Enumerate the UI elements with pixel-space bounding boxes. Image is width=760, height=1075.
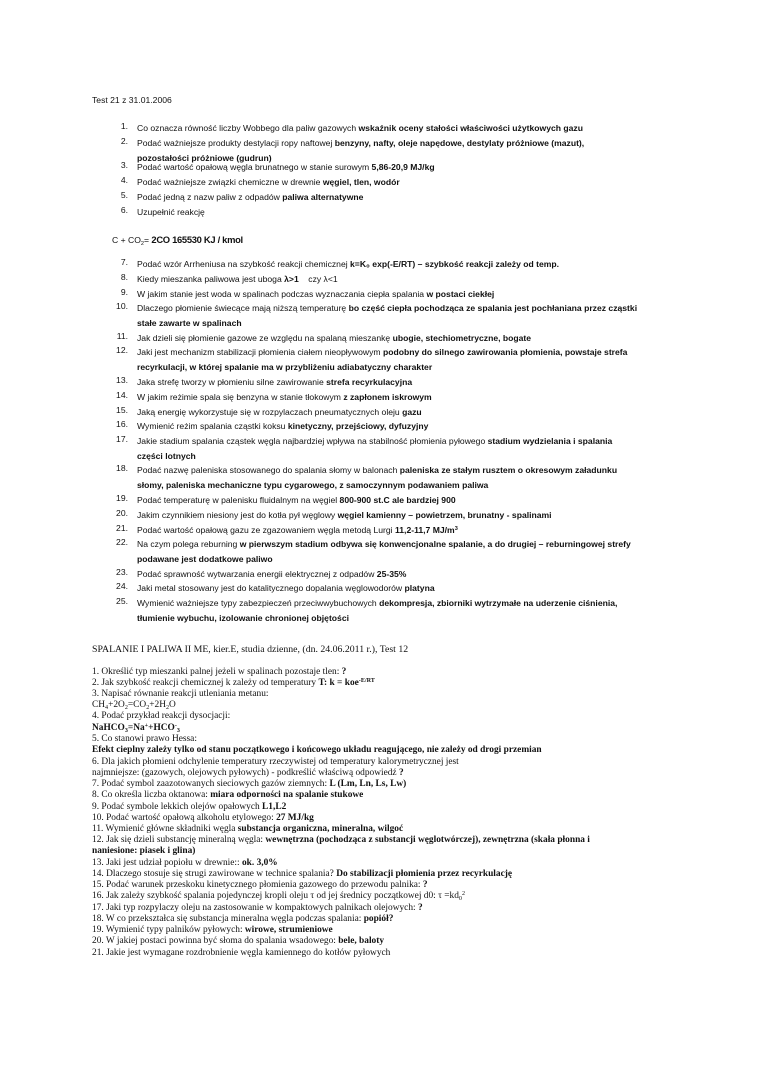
answer-text: popiół? [363,914,394,924]
answer-superscript: 3 [454,526,458,532]
question-number: 10. [116,301,128,311]
test2-line-14 [92,869,672,880]
answer-text: węgiel kamienny – powietrzem, brunatny - spalinami [337,510,552,520]
test2-line-18 [92,914,672,925]
test2-line-2 [92,678,672,689]
question-body [137,345,668,375]
question-body [137,287,668,302]
answer-text: wskaźnik oceny stałości właściwości użytkowych gazu [358,123,583,133]
question-text: Jaki jest mechanizm stabilizacji płomienia ciałem nieopływowym [137,347,383,357]
answer-text: ? [398,768,404,778]
test2-line-6b [92,768,672,779]
formula-part: O [169,700,176,710]
test2-line-10 [92,813,672,824]
answer-text: podobny do silnego zawirowania płomienia, powstaje strefa [382,347,628,357]
answer-text: L1,L2 [262,802,287,812]
formula-subscript: 3 [176,728,180,734]
formula-part: NaHCO [92,723,125,733]
formula-superscript: - [174,723,177,729]
question-number: 13. [116,375,128,385]
formula-part: CH [92,700,106,710]
test2-line-11 [92,824,672,835]
question-body [137,375,668,390]
question-text: 15. Podać warunek przeskoku kinetycznego płomienia gazowego do przewodu palnika: [92,880,423,890]
question-number: 14. [116,390,128,400]
test2-line-5: 5. Co stanowi prawo Hessa: [92,734,197,744]
answer-text: z zapłonem iskrowym [343,392,432,402]
question-number: 16. [116,419,128,429]
question-text: 18. W co przekształca się substancja mineralna węgla podczas spalania: [92,914,364,924]
answer-text: kinetyczny, przejściowy, dyfuzyjny [287,421,429,431]
test2-line-15 [92,880,672,891]
question-body [137,508,668,523]
test1-title: Test 21 z 31.01.2006 [92,95,172,105]
question-text: 14. Dlaczego stosuje się strugi zawirowane w technice spalania? [92,869,337,879]
answer-text: Efekt cieplny zależy tylko od stanu początkowego i końcowego układu reagującego, nie zależy od drogi przemian [92,745,542,755]
answer-text: gazu [402,407,422,417]
question-text: Podać wzór Arrheniusa na szybkość reakcji chemicznej [137,259,351,269]
question-text: 9. Podać symbole lekkich olejów opałowych [92,802,263,812]
formula-subscript: 2 [124,705,128,711]
answer-text-continued: stałe zawarte w spalinach [137,317,242,328]
formula-subscript: 2 [165,705,170,711]
question-number: 24. [116,581,128,591]
question-text: 19. Wymienić typy palników pyłowych: [92,925,245,935]
answer-text: 5,86-20,9 MJ/kg [371,162,435,172]
question-text: 11. Wymienić główne składniki węgla [92,824,238,834]
question-text: Jakie stadium spalania cząstek węgla najbardziej wpływa na stabilność płomienia pyłowego [137,436,488,446]
question-number: 12. [116,345,128,355]
answer-text: dekompresja, zbiorniki wytrzymałe na uderzenie ciśnienia, [379,598,618,608]
answer-text: ? [417,903,423,913]
question-text: Jak dzieli się płomienie gazowe ze względu na spalaną mieszankę [137,333,393,343]
answer-text: L (Lm, Ln, Ls, Lw) [329,779,407,789]
answer-text: 800-900 st.C ale bardziej 900 [339,495,456,505]
test2-line-dissociation [92,723,672,734]
answer-text: strefa recyrkulacyjna [326,377,413,387]
question-number: 4. [120,175,128,185]
question-number: 19. [116,493,128,503]
question-text: Podać nazwę paleniska stosowanego do spalania słomy w balonach [137,465,400,475]
test2-line-methane [92,700,672,711]
formula-part: +2O [108,700,125,710]
test2-line-16 [92,891,672,902]
question-number: 21. [116,523,128,533]
test2-line-21: 21. Jakie jest wymagane rozdrobnienie węgla kamiennego do kotłów pyłowych [92,948,391,958]
question-text: Jaką energię wykorzystuje się w rozpylaczach pneumatycznych oleju [137,407,403,417]
formula-superscript: + [144,723,149,729]
question-text: 10. Podać wartość opałową alkoholu etylowego: [92,813,277,823]
equation-rhs: 2CO 165530 KJ / kmol [151,234,243,245]
question-body [137,493,668,508]
question-number: 11. [116,331,128,341]
test2-line-9 [92,802,672,813]
answer-text: bo część ciepła pochodząca ze spalania jest pochłaniana przez cząstki [348,303,638,313]
test2-line-12b [92,846,672,857]
question-number: 23. [116,567,128,577]
question-body [137,257,668,272]
question-text: 7. Podać symbol zaazotowanych sieciowych gazów ziemnych: [92,779,330,789]
question-text: Jaki metal stosowany jest do katalitycznego dopalania węglowodorów [137,583,405,593]
question-body [137,567,668,582]
question-number: 5. [120,190,128,200]
question-text: Wymienić reżim spalania cząstki koksu [137,421,288,431]
question-text: Co oznacza równość liczby Wobbego dla paliw gazowych [137,123,359,133]
question-text: 12. Jak się dzieli substancję mineralną węgla: [92,835,266,845]
answer-text-continued: podawane jest dodatkowe paliwo [137,553,273,564]
answer-text: stadium wydzielania i spalania [487,436,613,446]
answer-text-continued: słomy, paleniska mechaniczne typu cygarowego, z samoczynnym podawaniem paliwa [137,479,489,490]
test2-line-13 [92,858,672,869]
test2-line-12 [92,835,672,846]
test2-line-1 [92,667,672,678]
question-body [137,160,668,175]
question-body [137,301,668,331]
question-text: Jaka strefę tworzy w płomieniu silne zawirowanie [137,377,327,387]
question-number: 7. [120,257,128,267]
formula-subscript: 2 [146,705,150,711]
test2-line-3: 3. Napisać równanie reakcji utleniania metanu: [92,689,269,699]
question-number: 6. [120,205,128,215]
test2-line-19 [92,925,672,936]
answer-text: ? [341,667,347,677]
answer-text: 11,2-11,7 MJ/m [394,525,455,535]
question-number: 20. [116,508,128,518]
formula-part: =Na [127,723,145,733]
test2-line-7 [92,779,672,790]
question-body [137,272,668,287]
question-body [137,175,668,190]
answer-text: benzyny, nafty, oleje napędowe, destylaty próżniowe (mazut), [334,138,585,148]
question-text: Kiedy mieszanka paliwowa jest uboga [137,274,285,284]
formula-subscript: 0 [458,896,462,902]
answer-text: paleniska ze stałym rusztem o okresowym załadunku [399,465,618,475]
question-text: 17. Jaki typ rozpylaczy oleju na zastosowanie w kompaktowych palnikach olejowych: [92,903,418,913]
question-text: Podać temperaturę w palenisku fluidalnym na węgiel [137,495,340,505]
question-number: 17. [116,434,128,444]
question-body [137,523,668,538]
reaction-equation [112,234,243,245]
test2-title: SPALANIE I PALIWA II ME, kier.E, studia dzienne, (dn. 24.06.2011 r.), Test 12 [92,644,409,655]
answer-text-continued: recyrkulacji, w której spalanie ma w przybliżeniu adiabatyczny charakter [137,361,433,372]
question-body [137,581,668,596]
question-number: 9. [120,287,128,297]
question-body [137,463,668,493]
question-number: 18. [116,463,128,473]
question-body [137,331,668,346]
question-text: 20. W jakiej postaci powinna być słoma do spalania wsadowego: [92,936,339,946]
question-body [137,190,668,205]
question-text: Podać jedną z nazw paliw z odpadów [137,192,283,202]
formula-part: =CO [127,700,147,710]
formula-superscript: 2 [461,891,465,897]
question-number: 25. [116,596,128,606]
question-text: Podać wartość opałową węgla brunatnego w stanie surowym [137,162,372,172]
answer-text: platyna [404,583,435,593]
question-text: Podać ważniejsze związki chemiczne w drewnie [137,177,323,187]
formula-subscript: 4 [105,705,109,711]
question-text: Wymienić ważniejsze typy zabezpieczeń przeciwwybuchowych [137,598,380,608]
question-text: 8. Co określa liczba oktanowa: [92,790,211,800]
question-number: 22. [116,537,128,547]
question-body [137,205,668,220]
answer-text-continued: pozostałości próżniowe (gudrun) [137,152,272,163]
answer-text: 25-35% [376,569,407,579]
equation-lhs: C + CO [112,235,141,245]
question-text: Na czym polega reburning [137,539,240,549]
question-body [137,419,668,434]
answer-text-continued: tłumienie wybuchu, izolowanie chronionej objętości [137,612,350,623]
formula-subscript: 3 [124,728,128,734]
question-body [137,537,668,567]
answer-text: w postaci ciekłej [426,289,495,299]
question-text: W jakim stanie jest woda w spalinach podczas wyznaczania ciepła spalania [137,289,427,299]
answer-text: Do stabilizacji płomienia przez recyrkulację [336,869,513,879]
answer-text: wirowe, strumieniowe [244,925,333,935]
test2-line-hess-answer [92,745,672,756]
answer-text: miara odporności na spalanie stukowe [210,790,364,800]
question-text: W jakim reżimie spala się benzyna w stanie tłokowym [137,392,344,402]
question-text: Jakim czynnikiem niesiony jest do kotła pył węglowy [137,510,338,520]
answer-text: λ>1 [284,274,299,284]
question-body [137,121,668,136]
question-number: 15. [116,405,128,415]
answer-text: k=K₀ exp(-E/RT) – szybkość reakcji zależy od temp. [350,259,560,269]
test2-line-20 [92,936,672,947]
test2-line-17 [92,903,672,914]
question-text: Podać sprawność wytwarzania energii elektrycznej z odpadów [137,569,377,579]
question-number: 3. [120,160,128,170]
equation-eq: = [144,235,152,245]
formula-part: +HCO [148,723,175,733]
answer-text: węgiel, tlen, wodór [322,177,400,187]
answer-text: T: k = koe [318,678,359,688]
answer-text: ok. 3,0% [241,858,278,868]
question-text: 16. Jak zależy szybkość spalania pojedynczej kropli oleju τ od jej średnicy początkowej d0: τ =kd [92,891,459,901]
question-number: 2. [120,136,128,146]
question-text: Uzupełnić reakcję [137,207,205,217]
question-number: 8. [120,272,128,282]
equation-lhs-subscript: 2 [140,241,144,247]
answer-text-continued: części lotnych [137,450,196,461]
answer-text: wewnętrzna (pochodząca z substancji węglotwórczej), zewnętrzna (skała płonna i [265,835,590,845]
answer-text: ubogie, stechiometryczne, bogate [392,333,532,343]
answer-text: 27 MJ/kg [276,813,314,823]
question-text: Podać wartość opałową gazu ze zgazowaniem węgla metodą Lurgi [137,525,395,535]
answer-text: naniesione: piasek i glina) [92,846,196,856]
test2-line-8 [92,790,672,801]
question-body [137,434,668,464]
question-text: najmniejsze: (gazowych, olejowych pyłowych) - podkreślić właściwą odpowiedź [92,768,399,778]
answer-text: w pierwszym stadium odbywa się konwencjonalne spalanie, a do drugiej – reburningowej strefy [239,539,631,549]
answer-text: paliwa alternatywne [282,192,364,202]
answer-text: ? [422,880,428,890]
question-text: 2. Jak szybkość reakcji chemicznej k zależy od temperatury [92,678,319,688]
question-text: 13. Jaki jest udział popiołu w drewnie:: [92,858,242,868]
question-number: 1. [120,121,128,131]
question-text: Dlaczego płomienie świecące mają niższą temperaturę [137,303,349,313]
question-text-continued: czy λ<1 [298,274,338,284]
question-text: 1. Określić typ mieszanki palnej jeżeli w spalinach pozostaje tlen: [92,667,342,677]
question-text: Podać ważniejsze produkty destylacji ropy naftowej [137,138,335,148]
answer-text: bele, baloty [338,936,385,946]
test2-line-6: 6. Dla jakich płomieni odchylenie temperatury rzeczywistej od temperatury kalorymetrycznej jest [92,757,459,767]
answer-superscript: -E/RT [358,678,375,684]
test2-line-4: 4. Podać przykład reakcji dysocjacji: [92,711,231,721]
question-body [137,390,668,405]
question-body [137,405,668,420]
question-body [137,596,668,626]
formula-part: +2H [149,700,166,710]
answer-text: substancja organiczna, mineralna, wilgoć [237,824,404,834]
